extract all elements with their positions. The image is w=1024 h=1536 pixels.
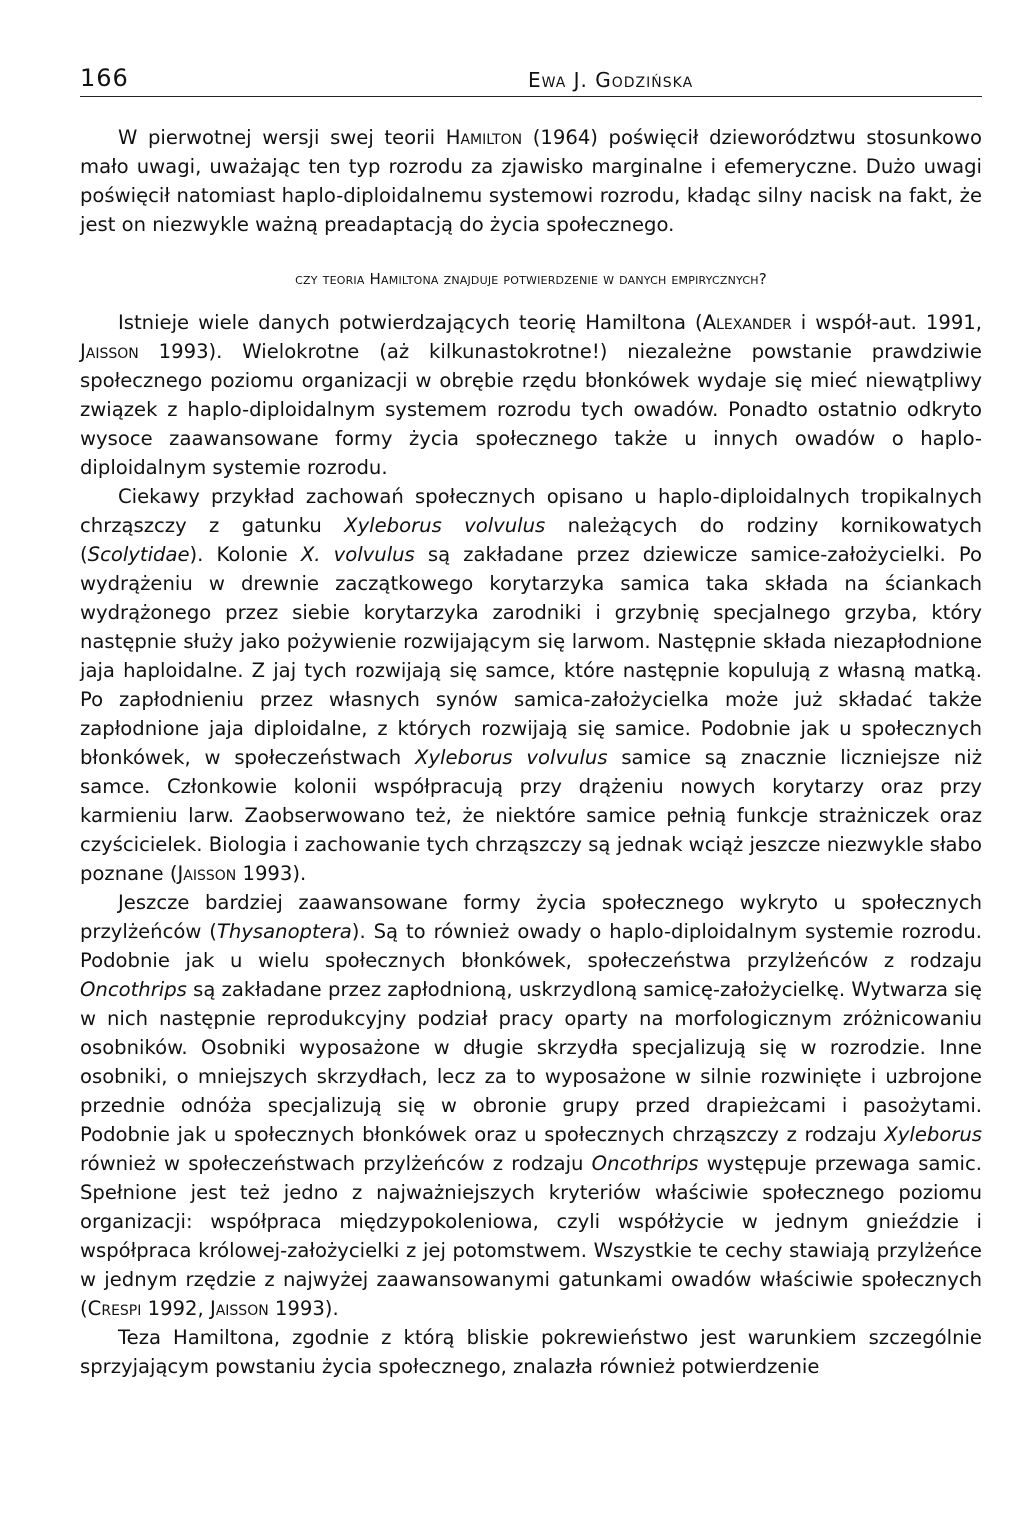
text-run: (1964) poświęcił dzieworództwu stosunkowo mało uwagi, uważając ten typ rozrodu za zjawisko marginalne i efemeryczne. Dużo uwagi poświęcił natomiast haplo-diploidalnemu systemowi rozrodu, kładąc silny nacisk na fakt, że jest on niezwykle ważną preadaptacją do życia społecznego. [80,126,982,236]
page-number: 166 [80,64,129,92]
paragraph-3 [80,482,982,888]
genus-name: Oncothrips [591,1152,699,1175]
paragraph-1 [80,123,982,239]
text-run: 1993). [268,1297,339,1320]
text-run: 1993). [236,862,307,885]
species-name: Xyleborus volvulus [344,514,546,537]
text-run: Istnieje wiele danych potwierdzających teorię Hamiltona ( [118,311,703,334]
text-run: W pierwotnej wersji swej teorii [118,126,446,149]
text-run: ). Są to również owady o haplo-diploidalnym systemie rozrodu. Podobnie jak u wielu społecznych błonkówek, społeczeństwa przylżeńców z rodzaju [80,920,982,972]
paragraph-2 [80,308,982,482]
text-run: Jeszcze bardziej zaawansowane formy życia społecznego wykryto u społecznych przylżeńców ( [80,891,982,943]
text-run: 1992, [141,1297,210,1320]
document-page [80,62,982,1381]
genus-name: Xyleborus [884,1123,982,1146]
running-author: Ewa J. Godzińska [528,68,694,92]
paragraph-4 [80,888,982,1323]
text-run: Ciekawy przykład zachowań społecznych opisano u haplo-diploidalnych tropikalnych chrząszczy z gatunku [80,485,982,537]
section-heading: czy teoria Hamiltona znajduje potwierdzenie w danych empirycznych? [295,270,767,288]
body-text [80,123,982,1381]
text-run: ). Kolonie [189,543,301,566]
genus-name: Oncothrips [80,978,187,1001]
text-run: są zakładane przez zapłodnioną, uskrzydloną samicę-założycielkę. Wytwarza się w nich następnie reprodukcyjny podział pracy oparty na morfologicznym zróżnicowaniu osobników. Osobniki wyposażone w długie skrzydła specjalizują się w rozrodzie. Inne osobniki, o mniejszych skrzydłach, lecz za to wyposażone w silnie rozwinięte i uzbrojone przednie odnóża specjalizują się w obronie grupy przed drapieżcami i pasożytami. Podobnie jak u społecznych błonkówek oraz u społecznych chrząszczy z rodzaju [80,978,982,1146]
author-citation: Hamilton [445,126,523,149]
author-citation: Alexander [702,311,792,334]
text-run: występuje przewaga samic. Spełnione jest też jedno z najważniejszych kryteriów właściwie społecznego poziomu organizacji: współpraca międzypokoleniowa, czyli współżycie w jednym gnieździe i współpraca królowej-założycielki z jej potomstwem. Wszystkie te cechy stawiają przylżeńce w jednym rzędzie z najwyżej zaawansowanymi gatunkami owadów właściwie społecznych ( [80,1152,982,1320]
author-citation: Jaisson [80,340,139,363]
running-header [80,62,982,97]
text-run: samice są znacznie liczniejsze niż samce. Członkowie kolonii współpracują przy drążeniu nowych korytarzy oraz przy karmieniu larw. Zaobserwowano też, że niektóre samice pełnią funkcje strażniczek oraz czyścicielek. Biologia i zachowanie tych chrząszczy są jednak wciąż jeszcze niezwykle słabo poznane ( [80,746,982,885]
text-run: są zakładane przez dziewicze samice-założycielki. Po wydrążeniu w drewnie zaczątkowego korytarzyka samica taka składa na ściankach wydrążonego przez siebie korytarzyka zarodniki i grzybnię specjalnego grzyba, który następnie służy jako pożywienie rozwijającym się larwom. Następnie składa niezapłodnione jaja haploidalne. Z jaj tych rozwijają się samce, które następnie kopulują z własną matką. Po zapłodnieniu przez własnych synów samica-założycielka może już składać także zapłodnione jaja diploidalne, z których rozwijają się samice. Podobnie jak u społecznych błonkówek, w społeczeństwach [80,543,982,769]
author-citation: Jaisson [177,862,237,885]
text-run: należących do rodziny kornikowatych ( [80,514,982,566]
text-run: i współ-aut. 1991, [791,311,982,334]
author-citation: Jaisson [209,1297,269,1320]
text-run: również w społeczeństwach przylżeńców z rodzaju [80,1152,592,1175]
author-citation: Crespi [87,1297,142,1320]
text-run: 1993). Wielokrotne (aż kilkunastokrotne!) niezależne powstanie prawdziwie społecznego poziomu organizacji w obrębie rzędu błonkówek wydaje się mieć niewątpliwy związek z haplo-diploidalnym systemem rozrodu tych owadów. Ponadto ostatnio odkryto wysoce zaawansowane formy życia społecznego także u innych owadów o haplo-diploidalnym systemie rozrodu. [80,340,982,479]
text-run: Teza Hamiltona, zgodnie z którą bliskie pokrewieństwo jest warunkiem szczególnie sprzyjającym powstaniu życia społecznego, znalazła również potwierdzenie [80,1326,982,1378]
species-name: X. volvulus [300,543,415,566]
species-name: Xyleborus volvulus [415,746,608,769]
paragraph-5 [80,1323,982,1381]
family-name: Scolytidae [87,543,190,566]
order-name: Thysanoptera [216,920,352,943]
